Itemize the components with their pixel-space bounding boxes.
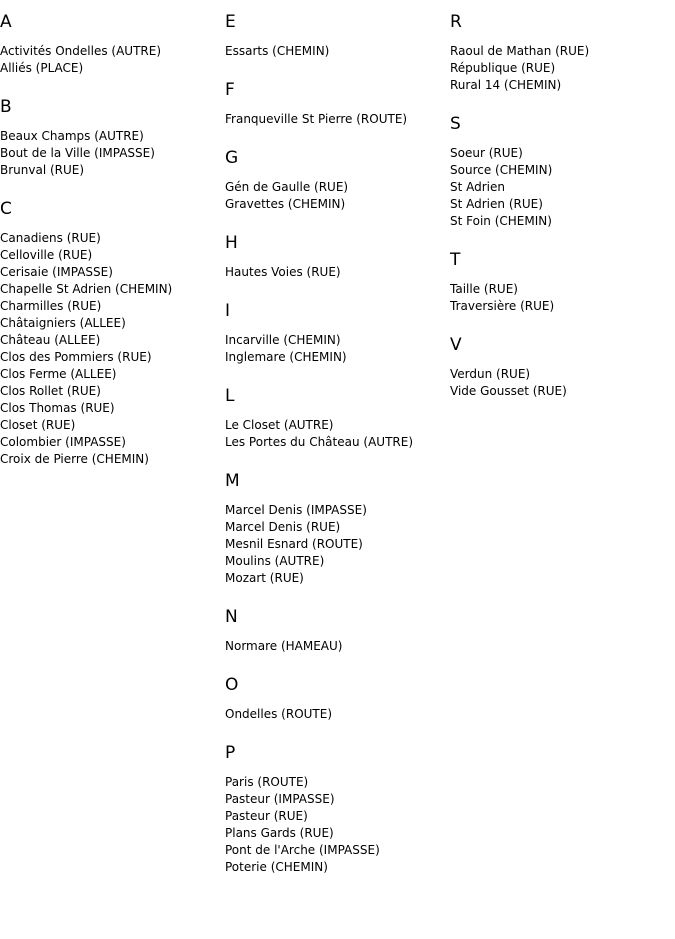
street-link[interactable]: Mesnil Esnard (ROUTE) xyxy=(225,537,363,551)
street-link[interactable]: Hautes Voies (RUE) xyxy=(225,265,341,279)
street-link[interactable]: Activités Ondelles (AUTRE) xyxy=(0,44,161,58)
letter-group xyxy=(225,12,450,60)
letter-group xyxy=(225,386,450,451)
street-link[interactable]: Pasteur (RUE) xyxy=(225,809,308,823)
street-link[interactable]: Franqueville St Pierre (ROUTE) xyxy=(225,112,408,126)
street-list xyxy=(225,774,450,876)
letter-heading: B xyxy=(0,97,12,117)
letter-heading: C xyxy=(0,199,12,219)
letter-group xyxy=(450,12,675,94)
letter-group xyxy=(225,675,450,723)
street-link[interactable]: Bout de la Ville (IMPASSE) xyxy=(0,146,155,160)
street-list xyxy=(225,111,450,128)
letter-heading: H xyxy=(225,233,238,253)
letter-group xyxy=(450,335,675,400)
street-link[interactable]: Chapelle St Adrien (CHEMIN) xyxy=(0,282,173,296)
letter-group xyxy=(450,114,675,230)
street-list xyxy=(225,638,450,655)
street-index-column-2 xyxy=(225,12,450,896)
letter-heading: R xyxy=(450,12,462,32)
letter-group xyxy=(0,12,225,77)
street-index-column-1 xyxy=(0,12,225,488)
street-link[interactable]: Croix de Pierre (CHEMIN) xyxy=(0,452,149,466)
street-list xyxy=(0,43,225,77)
street-link[interactable]: Châtaigniers (ALLEE) xyxy=(0,316,126,330)
street-link[interactable]: Le Closet (AUTRE) xyxy=(225,418,334,432)
street-list xyxy=(225,179,450,213)
letter-group xyxy=(450,250,675,315)
letter-heading: M xyxy=(225,471,240,491)
street-link[interactable]: Gén de Gaulle (RUE) xyxy=(225,180,349,194)
street-link[interactable]: Raoul de Mathan (RUE) xyxy=(450,44,590,58)
letter-heading: G xyxy=(225,148,239,168)
street-link[interactable]: Moulins (AUTRE) xyxy=(225,554,325,568)
street-link[interactable]: République (RUE) xyxy=(450,61,556,75)
street-link[interactable]: Marcel Denis (RUE) xyxy=(225,520,341,534)
street-list xyxy=(225,264,450,281)
street-link[interactable]: St Adrien xyxy=(450,180,506,194)
street-link[interactable]: Essarts (CHEMIN) xyxy=(225,44,330,58)
street-list xyxy=(225,706,450,723)
street-list xyxy=(225,43,450,60)
street-link[interactable]: Canadiens (RUE) xyxy=(0,231,101,245)
street-list xyxy=(450,281,675,315)
street-link[interactable]: Incarville (CHEMIN) xyxy=(225,333,341,347)
letter-heading: F xyxy=(225,80,235,100)
street-link[interactable]: Alliés (PLACE) xyxy=(0,61,84,75)
letter-group xyxy=(225,301,450,366)
street-link[interactable]: Brunval (RUE) xyxy=(0,163,85,177)
letter-heading: N xyxy=(225,607,238,627)
letter-group xyxy=(225,471,450,587)
street-list xyxy=(0,128,225,179)
street-link[interactable]: Colombier (IMPASSE) xyxy=(0,435,126,449)
street-list xyxy=(225,332,450,366)
street-link[interactable]: Taille (RUE) xyxy=(450,282,518,296)
street-link[interactable]: Cerisaie (IMPASSE) xyxy=(0,265,113,279)
street-link[interactable]: Clos Ferme (ALLEE) xyxy=(0,367,117,381)
street-link[interactable]: Pont de l'Arche (IMPASSE) xyxy=(225,843,380,857)
street-link[interactable]: Closet (RUE) xyxy=(0,418,76,432)
street-link[interactable]: Clos Thomas (RUE) xyxy=(0,401,115,415)
letter-heading: I xyxy=(225,301,231,321)
street-link[interactable]: Pasteur (IMPASSE) xyxy=(225,792,335,806)
street-link[interactable]: Normare (HAMEAU) xyxy=(225,639,343,653)
letter-heading: S xyxy=(450,114,461,134)
street-list xyxy=(450,366,675,400)
street-link[interactable]: Beaux Champs (AUTRE) xyxy=(0,129,144,143)
letter-heading: P xyxy=(225,743,236,763)
street-link[interactable]: St Foin (CHEMIN) xyxy=(450,214,552,228)
street-list xyxy=(0,230,225,468)
street-link[interactable]: Celloville (RUE) xyxy=(0,248,93,262)
street-link[interactable]: Paris (ROUTE) xyxy=(225,775,309,789)
street-link[interactable]: Verdun (RUE) xyxy=(450,367,531,381)
letter-group xyxy=(0,97,225,179)
street-link[interactable]: Gravettes (CHEMIN) xyxy=(225,197,346,211)
street-link[interactable]: Charmilles (RUE) xyxy=(0,299,102,313)
letter-group xyxy=(225,607,450,655)
street-link[interactable]: Poterie (CHEMIN) xyxy=(225,860,328,874)
letter-group xyxy=(225,743,450,876)
letter-heading: V xyxy=(450,335,462,355)
letter-group xyxy=(0,199,225,468)
street-list xyxy=(225,502,450,587)
street-link[interactable]: St Adrien (RUE) xyxy=(450,197,543,211)
street-link[interactable]: Soeur (RUE) xyxy=(450,146,523,160)
street-link[interactable]: Marcel Denis (IMPASSE) xyxy=(225,503,367,517)
street-link[interactable]: Château (ALLEE) xyxy=(0,333,101,347)
street-link[interactable]: Mozart (RUE) xyxy=(225,571,304,585)
letter-group xyxy=(225,233,450,281)
letter-heading: T xyxy=(450,250,461,270)
street-link[interactable]: Rural 14 (CHEMIN) xyxy=(450,78,562,92)
street-list xyxy=(225,417,450,451)
street-list xyxy=(450,145,675,230)
street-link[interactable]: Plans Gards (RUE) xyxy=(225,826,334,840)
letter-group xyxy=(225,80,450,128)
letter-heading: L xyxy=(225,386,235,406)
street-list xyxy=(450,43,675,94)
street-link[interactable]: Ondelles (ROUTE) xyxy=(225,707,333,721)
street-link[interactable]: Clos Rollet (RUE) xyxy=(0,384,101,398)
street-link[interactable]: Les Portes du Château (AUTRE) xyxy=(225,435,414,449)
street-link[interactable]: Clos des Pommiers (RUE) xyxy=(0,350,152,364)
letter-heading: A xyxy=(0,12,12,32)
street-link[interactable]: Traversière (RUE) xyxy=(450,299,555,313)
letter-heading: O xyxy=(225,675,239,695)
street-link[interactable]: Inglemare (CHEMIN) xyxy=(225,350,347,364)
street-link[interactable]: Source (CHEMIN) xyxy=(450,163,553,177)
letter-heading: E xyxy=(225,12,236,32)
letter-group xyxy=(225,148,450,213)
street-link[interactable]: Vide Gousset (RUE) xyxy=(450,384,567,398)
street-index-column-3 xyxy=(450,12,675,420)
